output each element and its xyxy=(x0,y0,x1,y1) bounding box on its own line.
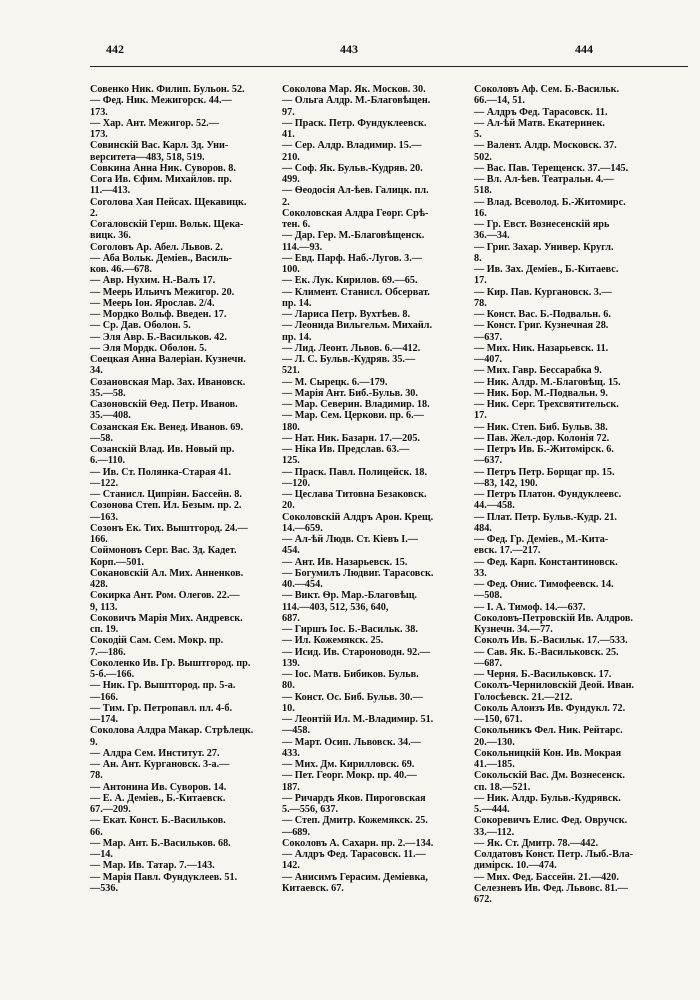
directory-entry: — Ник. Гр. Выштгород. пр. 5-а. —166. xyxy=(90,680,236,703)
directory-entry: — Ант. Ив. Назарьевск. 15. xyxy=(282,556,408,568)
directory-entry: — Григ. Захар. Универ. Кругл. 8. xyxy=(474,241,614,264)
directory-entry: Соколовъ А. Сахарн. пр. 2.—134. xyxy=(282,837,434,849)
directory-entry: Сокановскій Ал. Мих. Анненков. 428. xyxy=(90,567,244,590)
directory-entry: — Исид. Ив. Староноводн. 92.— 139. xyxy=(282,646,431,669)
directory-entry: — Влад. Всеволод. Б.-Житомирс. 16. xyxy=(474,196,626,219)
directory-entry: — Фед. Карп. Константиновск. 33. xyxy=(474,556,618,579)
directory-entry: Соколь Алоизъ Ив. Фундукл. 72. —150, 671. xyxy=(474,702,626,725)
directory-entry: — Ив. Зах. Деміев., Б.-Китаевс. 17. xyxy=(474,264,619,287)
directory-entry: — Мордко Вольф. Введен. 17. xyxy=(90,309,227,320)
directory-entry: Солдатовъ Конст. Петр. Лыб.-Вла- димірск. 10.—474. xyxy=(474,849,634,872)
directory-entry: Совкина Анна Ник. Суворов. 8. xyxy=(90,162,236,174)
column-middle xyxy=(282,84,472,984)
directory-entry: Соймоновъ Серг. Вас. Зд. Кадет. Корп.—501. xyxy=(90,545,237,568)
page-numbers xyxy=(0,42,700,62)
directory-entry: — Е. А. Деміев., Б.-Китаевск. 67.—209. xyxy=(90,792,226,815)
directory-entry: Созановская Мар. Зах. Ивановск. 35.—58. xyxy=(90,376,246,399)
directory-entry: — Вас. Пав. Терещенск. 37.—145. xyxy=(474,162,629,174)
directory-entry: — Сер. Алдр. Владимир. 15.— 210. xyxy=(282,140,422,163)
directory-entry: — Петръ Петр. Борщаг пр. 15. —83, 142, 190. xyxy=(474,466,615,489)
directory-entry: — Степ. Дмитр. Кожемякск. 25. —689. xyxy=(282,815,428,838)
directory-entry: — Кир. Пав. Кургановск. 3.— 78. xyxy=(474,286,612,309)
directory-entry: Сокодій Сам. Сем. Мокр. пр. 7.—186. xyxy=(90,635,224,658)
directory-entry: — Ил. Кожемякск. 25. xyxy=(282,635,384,647)
directory-entry: Соковичъ Марія Мих. Андревск. сп. 19. xyxy=(90,612,243,635)
directory-entry: — I. А. Тимоф. 14.—637. xyxy=(474,601,586,613)
directory-entry: — Цеслава Титовна Безаковск. 20. xyxy=(282,489,427,512)
directory-entry: — Ричардъ Яков. Пироговская 5.—556, 637. xyxy=(282,792,426,815)
directory-entry: — Ник. Серг. Трехсвятительск. 17. xyxy=(474,399,619,422)
directory-entry: Сокирка Ант. Ром. Олегов. 22.— 9, 113. xyxy=(90,590,240,613)
directory-entry: Соколовъ Аф. Сем. Б.-Васильк. 66.—14, 51. xyxy=(474,84,620,107)
directory-entry: — Конст. Вас. Б.-Подвальн. 6. xyxy=(474,309,611,320)
directory-entry: — Мар. Сем. Церкови. пр. 6.— 180. xyxy=(282,410,424,433)
directory-entry: — Викт. Ѳр. Мар.-Благовѣщ. 114.—403, 512, 536, 640, 687. xyxy=(282,590,417,624)
directory-entry: — Нат. Ник. Базарн. 17.—205. xyxy=(282,432,420,444)
directory-entry: Совинскій Вас. Карл. Зд. Уни- верситета—483, 518, 519. xyxy=(90,140,229,163)
directory-entry: — Леонтій Ил. М.-Владимир. 51. —458. xyxy=(282,714,434,737)
directory-entry: — Гиршъ Іос. Б.-Васильк. 38. xyxy=(282,624,418,635)
directory-entry: — Аба Вольк. Деміев., Василь- ков. 46.—678. xyxy=(90,252,232,275)
directory-entry: — Сав. Як. Б.-Васильковск. 25. —687. xyxy=(474,646,619,669)
directory-entry: — Мих. Гавр. Бессарабка 9. xyxy=(474,365,602,377)
directory-entry: Созонова Степ. Ил. Безым. пр. 2. —163. xyxy=(90,500,242,523)
directory-entry: — Ніка Ив. Предслав. 63.— 125. xyxy=(282,444,410,467)
directory-entry: — Ал-ѣй Людв. Ст. Кіевъ I.— 454. xyxy=(282,534,418,557)
directory-entry: — М. Сырецк. 6.—179. xyxy=(282,376,388,388)
directory-entry: — Ник. Степ. Биб. Бульв. 38. xyxy=(474,421,608,433)
directory-entry: — Марія Ант. Биб.-Бульв. 30. xyxy=(282,387,418,399)
directory-entry: — Ср. Дав. Оболон. 5. xyxy=(90,320,191,332)
directory-entry: — Евд. Парф. Наб.-Лугов. 3.— 100. xyxy=(282,252,422,275)
directory-entry: — Дар. Гер. М.-Благовѣщенск. 114.—93. xyxy=(282,230,425,253)
directory-entry: — Мих. Фед. Бассейн. 21.—420. xyxy=(474,871,619,883)
directory-entry: Сокольскій Вас. Дм. Вознесенск. сп. 18.—521. xyxy=(474,770,625,793)
directory-entry: — Мих. Дм. Кирилловск. 69. xyxy=(282,759,415,770)
directory-entry: — Алдръ Фед. Тарасовск. 11.— 142. xyxy=(282,849,426,872)
directory-entry: Сокольникъ Фел. Ник. Рейтарс. 20.—130. xyxy=(474,725,623,748)
directory-entry: Соголова Хая Пейсах. Щекавицк. 2. xyxy=(90,196,247,219)
directory-entry: — Конст. Ос. Биб. Бульв. 30.— 10. xyxy=(282,691,423,714)
directory-entry: — Алдра Сем. Институт. 27. xyxy=(90,747,220,759)
directory-entry: Соколенко Ив. Гр. Выштгород. пр. 5-б.—166. xyxy=(90,657,251,680)
directory-entry: Созонъ Ек. Тих. Выштгород. 24.— 166. xyxy=(90,522,248,545)
directory-entry: — Алдръ Фед. Тарасовск. 11. xyxy=(474,106,608,118)
directory-entry: — Ек. Лук. Кирилов. 69.—65. xyxy=(282,275,418,287)
directory-entry: — Петръ Ив. Б.-Житомірск. 6. —637. xyxy=(474,444,614,467)
directory-entry: — Як. Ст. Дмитр. 78.—442. xyxy=(474,837,599,849)
directory-entry: Соголовъ Ар. Абел. Львов. 2. xyxy=(90,241,223,253)
directory-entry: — Март. Осип. Львовск. 34.— 433. xyxy=(282,736,421,759)
directory-entry: Совенко Ник. Филип. Бульон. 52. xyxy=(90,84,245,95)
directory-entry: — Тим. Гр. Петропавл. пл. 4-б. —174. xyxy=(90,702,233,725)
directory-entry: Сазоновскій Ѳед. Петр. Иванов. 35.—408. xyxy=(90,399,238,422)
page-number-left: 442 xyxy=(106,42,124,56)
directory-entry: — Ѳеодосія Ал-ѣев. Галицк. пл. 2. xyxy=(282,185,429,208)
page-number-center: 443 xyxy=(340,42,358,56)
directory-entry: Сокоревичъ Елис. Фед. Овручск. 33.—112. xyxy=(474,815,628,838)
directory-entry: — Антонина Ив. Суворов. 14. xyxy=(90,781,227,793)
directory-entry: — Валент. Алдр. Московск. 37. 502. xyxy=(474,140,617,163)
directory-entry: — Богумилъ Людвиг. Тарасовск. 40.—454. xyxy=(282,567,434,590)
directory-entry: — Праск. Павл. Полицейск. 18. —120. xyxy=(282,466,428,489)
directory-entry: — Конст. Григ. Кузнечная 28. —637. xyxy=(474,320,609,343)
directory-entry: Созанская Ек. Венед. Иванов. 69. —58. xyxy=(90,421,244,444)
directory-entry: — Іос. Матв. Бибиков. Бульв. 80. xyxy=(282,669,419,692)
directory-entry: — Петръ Платон. Фундуклеевс. 44.—458. xyxy=(474,489,622,512)
directory-entry: — Ник. Алдр. Бульв.-Кудрявск. 5.—444. xyxy=(474,792,621,815)
directory-entry: — Лариса Петр. Вухтѣев. 8. xyxy=(282,309,411,320)
directory-entry: — Фед. Онис. Тимофеевск. 14. —508. xyxy=(474,579,614,602)
directory-entry: — Праск. Петр. Фундуклеевск. 41. xyxy=(282,117,427,140)
directory-entry: — Марія Павл. Фундуклеев. 51. —536. xyxy=(90,871,238,894)
directory-entry: — Соф. Як. Бульв.-Кудряв. 20. 499. xyxy=(282,162,423,185)
directory-entry: — Меерь Іон. Ярослав. 2/4. xyxy=(90,297,215,309)
directory-entry: — Ал-ѣй Матв. Екатеринек. 5. xyxy=(474,117,605,140)
directory-entry: Согаловскій Герш. Вольк. Щека- вицк. 36. xyxy=(90,219,244,242)
directory-entry: — Вл. Ал-ѣев. Театральн. 4.— 518. xyxy=(474,174,614,197)
directory-entry: — Черня. Б.-Васильковск. 17. xyxy=(474,669,612,680)
directory-entry: Соколовскій Алдръ Арон. Крещ. 14.—659. xyxy=(282,511,434,534)
directory-entry: Соколовская Алдра Георг. Срѣ- тен. 6. xyxy=(282,207,429,230)
directory-entry: — Фед. Ник. Межигорск. 44.— 173. xyxy=(90,95,232,118)
directory-entry: — Ан. Ант. Кургановск. 3-а.— 78. xyxy=(90,759,230,782)
directory-entry: Соколъ Ив. Б.-Васильк. 17.—533. xyxy=(474,635,628,647)
column-right xyxy=(474,84,664,984)
directory-entry: — Л. С. Бульв.-Кудряв. 35.— 521. xyxy=(282,354,416,377)
directory-entry: — Хар. Ант. Межигор. 52.— 173. xyxy=(90,117,219,140)
directory-entry: — Эля Мордк. Оболон. 5. xyxy=(90,342,207,354)
directory-entry: — Станисл. Ципріян. Бассейн. 8. xyxy=(90,489,242,500)
directory-entry: — Эля Авр. Б.-Васильков. 42. xyxy=(90,331,227,343)
directory-entry: — Плат. Петр. Бульв.-Кудр. 21. 484. xyxy=(474,511,617,534)
directory-entry: — Ник. Бор. М.-Подвальн. 9. xyxy=(474,387,608,399)
directory-entry: Селезневъ Ив. Фед. Львовс. 81.— 672. xyxy=(474,882,628,905)
directory-entry: — Ольга Алдр. М.-Благовѣщен. 97. xyxy=(282,95,431,118)
directory-entry: — Екат. Конст. Б.-Васильков. 66. xyxy=(90,815,226,838)
column-left xyxy=(90,84,280,984)
directory-entry: — Мар. Северин. Владимир. 18. xyxy=(282,399,430,410)
header-rule xyxy=(90,66,688,67)
directory-entry: — Мар. Ив. Татар. 7.—143. xyxy=(90,860,215,872)
directory-entry: Сокольницкій Кон. Ив. Мокрая 41.—185. xyxy=(474,747,622,770)
directory-entry: — Леонида Вильгельм. Михайл. пр. 14. xyxy=(282,320,432,343)
directory-entry: Соколова Мар. Як. Москов. 30. xyxy=(282,84,426,95)
directory-entry: — Авр. Нухим. Н.-Валъ 17. xyxy=(90,275,216,287)
directory-entry: — Меерь Ильичъ Межигор. 20. xyxy=(90,286,235,298)
directory-entry: Созанскій Влад. Ив. Новый пр. 6.—110. xyxy=(90,444,235,467)
directory-entry: — Ив. Ст. Полянка-Старая 41. —122. xyxy=(90,466,231,489)
directory-entry: — Фед. Гр. Деміев., М.-Кита- евск. 17.—217. xyxy=(474,534,609,557)
page-number-right: 444 xyxy=(575,42,593,56)
directory-entry: — Мар. Ант. Б.-Васильков. 68. —14. xyxy=(90,837,231,860)
directory-entry: — Климент. Станисл. Обсерват. пр. 14. xyxy=(282,286,430,309)
directory-entry: — Мих. Ник. Назарьевск. 11. —407. xyxy=(474,342,609,365)
directory-entry: — Ник. Алдр. М.-Благовѣщ. 15. xyxy=(474,376,621,388)
directory-entry: Соколовъ-Петровскій Ив. Алдров. Кузнечн. 34.—77. xyxy=(474,612,633,635)
directory-entry: — Пав. Жел.-дор. Колонія 72. xyxy=(474,432,610,444)
directory-entry: — Лид. Леонт. Львов. 6.—412. xyxy=(282,342,421,354)
directory-entry: Соецкая Анна Валеріан. Кузнечн. 34. xyxy=(90,354,246,377)
directory-entry: Соколова Алдра Макар. Стрѣлецк. 9. xyxy=(90,725,254,748)
directory-entry: — Анисимъ Герасим. Деміевка, Китаевск. 67. xyxy=(282,871,428,894)
directory-entry: — Гр. Евст. Вознесенскій ярь 36.—34. xyxy=(474,219,610,242)
directory-entry: — Пет. Георг. Мокр. пр. 40.— 187. xyxy=(282,770,417,793)
directory-entry: Соколъ-Черниловскій Деой. Иван. Голосѣевск. 21.—212. xyxy=(474,680,635,703)
directory-entry: Сога Ив. Єфим. Михайлов. пр. 11.—413. xyxy=(90,174,232,197)
